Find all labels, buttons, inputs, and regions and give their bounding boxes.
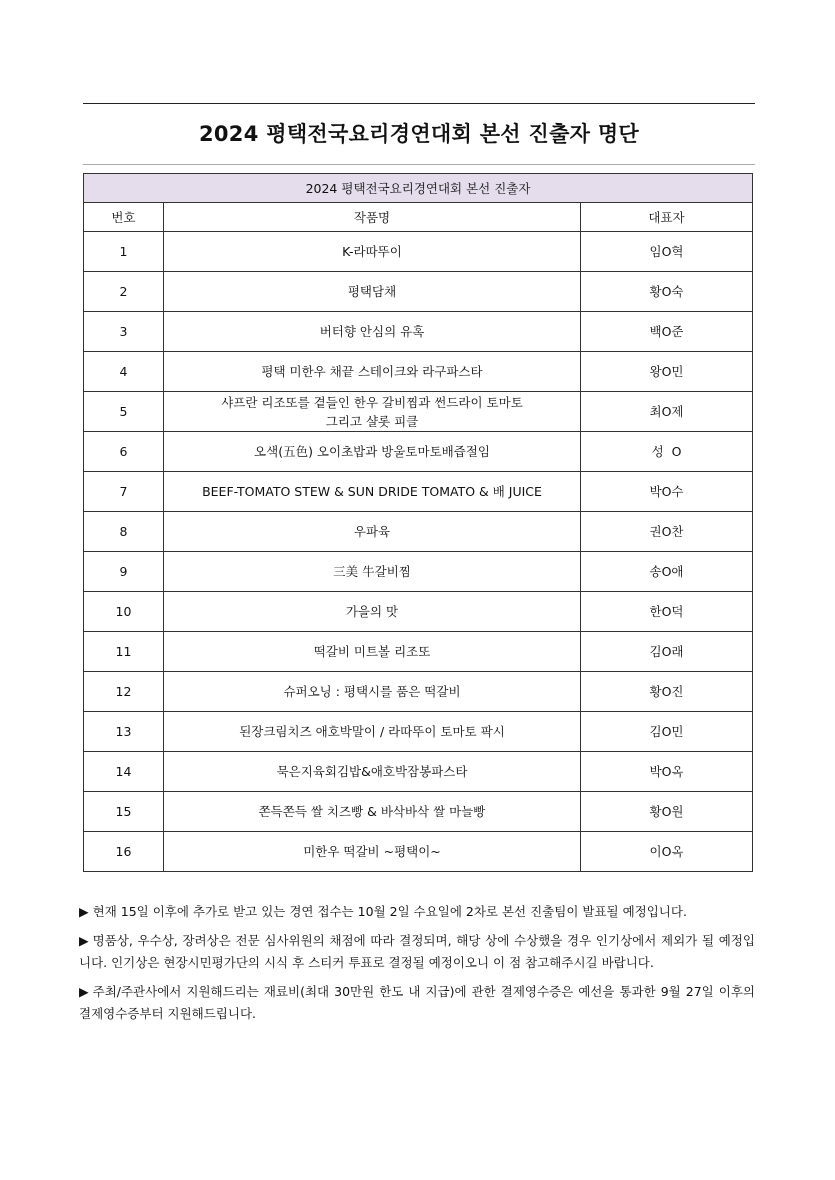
dish-name: 미한우 떡갈비 ~평택이~ <box>164 832 581 872</box>
table-row <box>84 312 753 352</box>
table-row <box>84 752 753 792</box>
row-number: 8 <box>84 512 164 552</box>
column-header-representative: 대표자 <box>581 203 753 232</box>
representative: 최O제 <box>581 392 753 432</box>
row-number: 5 <box>84 392 164 432</box>
title-underline <box>83 164 755 165</box>
row-number: 14 <box>84 752 164 792</box>
dish-name: 묵은지육회김밥&애호박잠봉파스타 <box>164 752 581 792</box>
row-number: 16 <box>84 832 164 872</box>
table-caption: 2024 평택전국요리경연대회 본선 진출자 <box>84 174 753 203</box>
row-number: 11 <box>84 632 164 672</box>
representative: 권O찬 <box>581 512 753 552</box>
dish-name: 쫀득쫀득 쌀 치즈빵 & 바삭바삭 쌀 마늘빵 <box>164 792 581 832</box>
dish-name: 三美 牛갈비찜 <box>164 552 581 592</box>
table-row <box>84 232 753 272</box>
dish-name: 가을의 맛 <box>164 592 581 632</box>
representative: 황O원 <box>581 792 753 832</box>
dish-name: 슈퍼오닝 : 평택시를 품은 떡갈비 <box>164 672 581 712</box>
dish-name: 우파육 <box>164 512 581 552</box>
table-row <box>84 472 753 512</box>
table-row <box>84 272 753 312</box>
triangle-bullet-icon: ▶ <box>79 904 89 919</box>
dish-name: BEEF-TOMATO STEW & SUN DRIDE TOMATO & 배 JUICE <box>164 472 581 512</box>
representative: 김O래 <box>581 632 753 672</box>
dish-name: K-라따뚜이 <box>164 232 581 272</box>
table-row <box>84 432 753 472</box>
row-number: 12 <box>84 672 164 712</box>
note-item <box>79 981 755 1026</box>
row-number: 7 <box>84 472 164 512</box>
finalists-table <box>83 173 753 872</box>
representative: 백O준 <box>581 312 753 352</box>
row-number: 2 <box>84 272 164 312</box>
representative: 송O애 <box>581 552 753 592</box>
note-item <box>79 901 755 924</box>
table-row <box>84 792 753 832</box>
dish-name: 떡갈비 미트볼 리조또 <box>164 632 581 672</box>
row-number: 3 <box>84 312 164 352</box>
dish-name: 평택 미한우 채끝 스테이크와 라구파스타 <box>164 352 581 392</box>
column-header-dish: 작품명 <box>164 203 581 232</box>
dish-name-line-1: 샤프란 리조또를 곁들인 한우 갈비찜과 썬드라이 토마토 <box>221 394 523 410</box>
representative: 임O혁 <box>581 232 753 272</box>
row-number: 9 <box>84 552 164 592</box>
table-row <box>84 352 753 392</box>
table-caption-row <box>84 174 753 203</box>
representative: 성 O <box>581 432 753 472</box>
representative: 황O숙 <box>581 272 753 312</box>
row-number: 10 <box>84 592 164 632</box>
notes-section <box>79 901 755 1032</box>
note-text: 주최/주관사에서 지원해드리는 재료비(최대 30만원 한도 내 지급)에 관한 결제영수증은 예선을 통과한 9월 27일 이후의 결제영수증부터 지원해드립니다. <box>79 983 755 1021</box>
row-number: 15 <box>84 792 164 832</box>
row-number: 6 <box>84 432 164 472</box>
table-row <box>84 392 753 432</box>
note-item <box>79 930 755 975</box>
table-row <box>84 632 753 672</box>
row-number: 4 <box>84 352 164 392</box>
table-row <box>84 552 753 592</box>
note-text: 명품상, 우수상, 장려상은 전문 심사위원의 채점에 따라 결정되며, 해당 상에 수상했을 경우 인기상에서 제외가 될 예정입니다. 인기상은 현장시민평가단의 시식 후 스티커 투표로 결정될 예정이오니 이 점 참고해주시길 바랍니다. <box>79 932 755 970</box>
representative: 왕O민 <box>581 352 753 392</box>
table-row <box>84 832 753 872</box>
triangle-bullet-icon: ▶ <box>79 983 89 999</box>
representative: 한O덕 <box>581 592 753 632</box>
representative: 이O옥 <box>581 832 753 872</box>
dish-name: 된장크림치즈 애호박말이 / 라따뚜이 토마토 팍시 <box>164 712 581 752</box>
representative: 황O진 <box>581 672 753 712</box>
dish-name: 오색(五色) 오이초밥과 방울토마토배즙절임 <box>164 432 581 472</box>
table-header-row <box>84 203 753 232</box>
row-number: 1 <box>84 232 164 272</box>
column-header-number: 번호 <box>84 203 164 232</box>
page-title: 2024 평택전국요리경연대회 본선 진출자 명단 <box>198 122 640 146</box>
representative: 박O수 <box>581 472 753 512</box>
table-row <box>84 712 753 752</box>
note-text: 현재 15일 이후에 추가로 받고 있는 경연 접수는 10월 2일 수요일에 2차로 본선 진출팀이 발표될 예정입니다. <box>92 904 687 919</box>
table-row <box>84 512 753 552</box>
table-row <box>84 672 753 712</box>
representative: 박O옥 <box>581 752 753 792</box>
dish-name: 버터향 안심의 유혹 <box>164 312 581 352</box>
row-number: 13 <box>84 712 164 752</box>
triangle-bullet-icon: ▶ <box>79 932 89 948</box>
table-row <box>84 592 753 632</box>
dish-name-line-2: 그리고 샬롯 피클 <box>325 413 419 429</box>
representative: 김O민 <box>581 712 753 752</box>
dish-name: 평택담채 <box>164 272 581 312</box>
top-rule <box>83 103 755 104</box>
dish-name <box>164 392 581 432</box>
